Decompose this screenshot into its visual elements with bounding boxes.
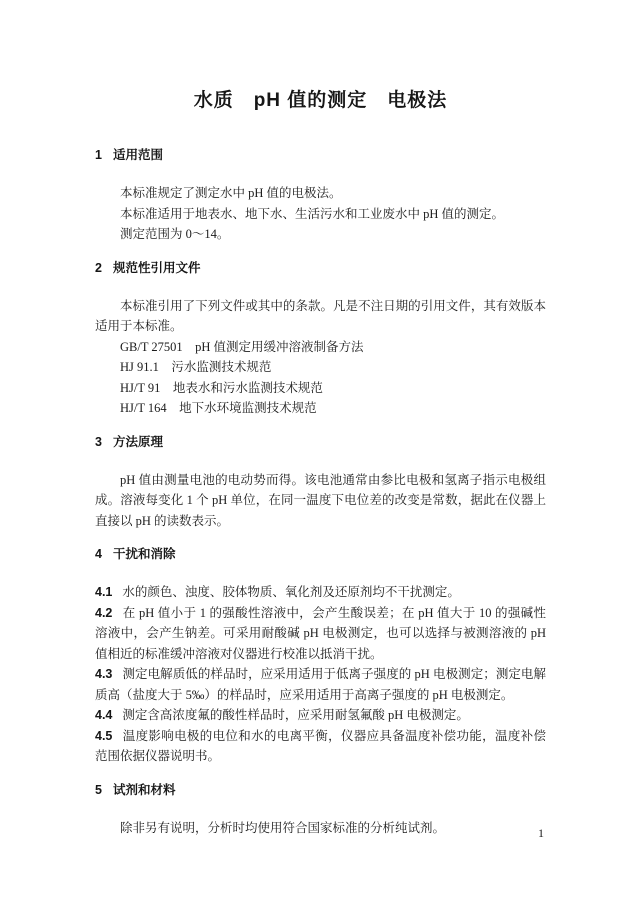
section-title: 适用范围	[112, 148, 163, 162]
section-interference-elimination	[95, 546, 546, 767]
section-number: 1	[95, 148, 102, 162]
paragraph: 本标准适用于地表水、地下水、生活污水和工业废水中 pH 值的测定。	[120, 206, 505, 221]
reference-item: HJ 91.1 污水监测技术规范	[120, 360, 272, 374]
clause-text: 在 pH 值小于 1 的强酸性溶液中，会产生酸误差；在 pH 值大于 10 的强碱性溶液中，会产生钠差。可采用耐酸碱 pH 电极测定，也可以选择与被测溶液的 pH 值相近的标准缓冲溶液对仪器进行校准以抵消干扰。	[95, 605, 546, 661]
section-title: 规范性引用文件	[112, 260, 201, 275]
paragraph: 本标准引用了下列文件或其中的条款。凡是不注日期的引用文件，其有效版本适用于本标准。	[95, 298, 546, 333]
clause	[95, 705, 546, 726]
section-number: 2	[95, 260, 102, 275]
clause-text: 水的颜色、浊度、胶体物质、氧化剂及还原剂均不干扰测定。	[122, 585, 460, 599]
section-title: 试剂和材料	[112, 782, 176, 797]
page-number: 1	[538, 826, 544, 840]
section-method-principle	[95, 434, 546, 532]
clause-number: 4.1	[95, 585, 113, 599]
paragraph: 除非另有说明，分析时均使用符合国家标准的分析纯试剂。	[120, 820, 446, 835]
clause-number: 4.3	[95, 667, 113, 681]
paragraph: 本标准规定了测定水中 pH 值的电极法。	[120, 186, 342, 200]
section-heading	[95, 434, 546, 450]
clause-text: 测定含高浓度氟的酸性样品时，应采用耐氢氟酸 pH 电极测定。	[122, 708, 469, 722]
clause-text: 测定电解质低的样品时，应采用适用于低离子强度的 pH 电极测定；测定电解质高（盐度大于 5‰）的样品时，应采用适用于高离子强度的 pH 电极测定。	[95, 667, 546, 702]
reference-item: GB/T 27501 pH 值测定用缓冲溶液制备方法	[120, 339, 364, 354]
reference-item: HJ/T 91 地表水和污水监测技术规范	[120, 380, 323, 395]
clause	[95, 726, 546, 767]
clause-number: 4.5	[95, 728, 113, 743]
section-scope	[95, 147, 546, 245]
section-heading	[95, 147, 546, 163]
section-heading	[95, 546, 546, 562]
section-number: 4	[95, 547, 102, 561]
paragraph: 测定范围为 0～14。	[120, 227, 230, 241]
clause-text: 温度影响电极的电位和水的电离平衡，仪器应具备温度补偿功能，温度补偿范围依据仪器说明书。	[95, 728, 546, 763]
clause	[95, 664, 546, 705]
clause-number: 4.2	[95, 605, 113, 620]
reference-item: HJ/T 164 地下水环境监测技术规范	[120, 401, 317, 415]
document-title: 水质 pH 值的测定 电极法	[193, 90, 448, 111]
section-title: 方法原理	[112, 434, 163, 449]
clause	[95, 582, 546, 603]
paragraph: pH 值由测量电池的电动势而得。该电池通常由参比电极和氢离子指示电极组成。溶液每变化 1 个 pH 单位，在同一温度下电位差的改变是常数，据此在仪器上直接以 pH 的读数表示。	[95, 472, 546, 528]
section-normative-references	[95, 260, 546, 419]
section-reagents-materials	[95, 782, 546, 839]
clause-number: 4.4	[95, 708, 113, 722]
section-heading	[95, 260, 546, 276]
section-number: 3	[95, 434, 102, 449]
clause	[95, 603, 546, 665]
section-title: 干扰和消除	[112, 547, 176, 561]
section-heading	[95, 782, 546, 798]
section-number: 5	[95, 782, 102, 797]
